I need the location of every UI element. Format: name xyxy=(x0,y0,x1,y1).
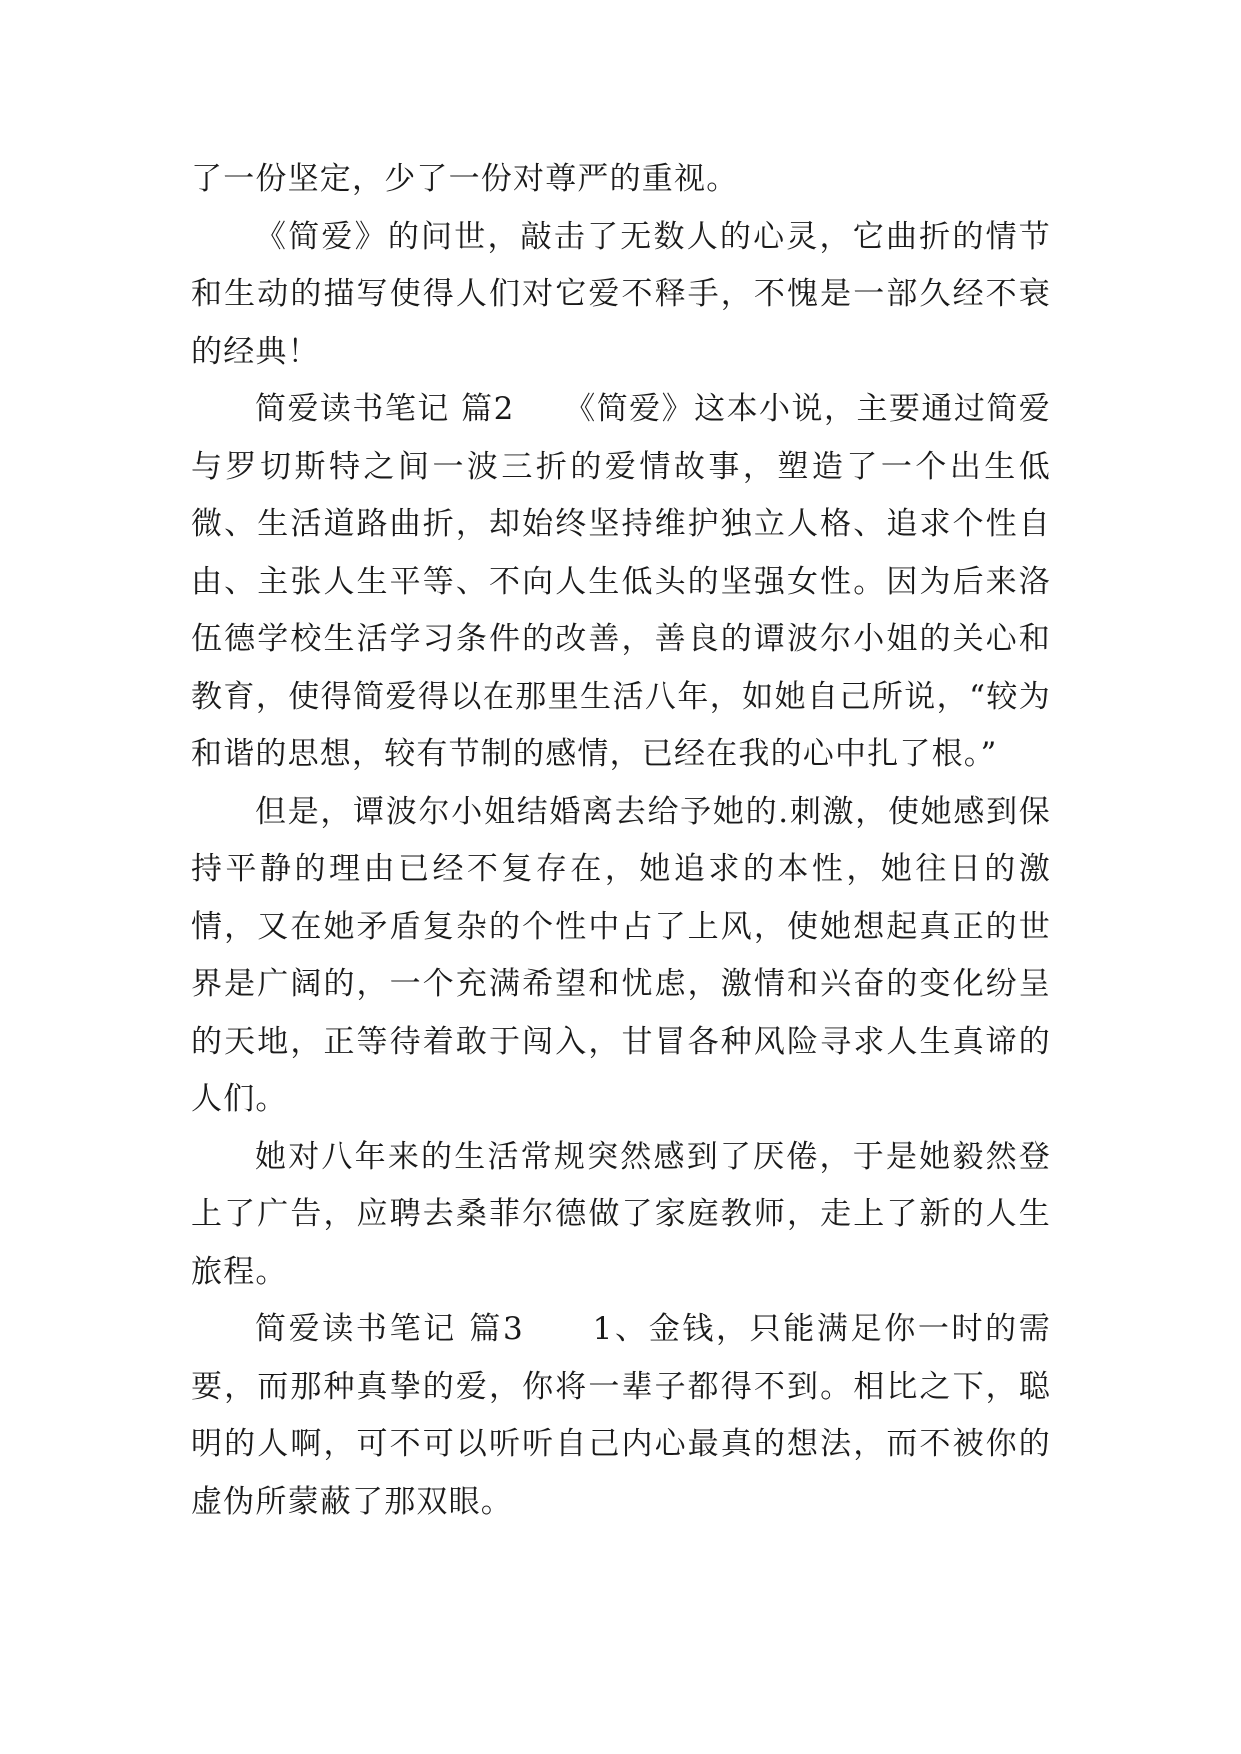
paragraph-classic: 《简爱》的问世，敲击了无数人的心灵，它曲折的情节和生动的描写使得人们对它爱不释手，不愧是一部久经不衰的经典！ xyxy=(191,218,1051,370)
paragraph-new-journey: 她对八年来的生活常规突然感到了厌倦，于是她毅然登上了广告，应聘去桑菲尔德做了家庭教师，走上了新的人生旅程。 xyxy=(191,1138,1051,1290)
paragraph-note-3: 简爱读书笔记 篇3 1、金钱，只能满足你一时的需要，而那种真挚的爱，你将一辈子都得不到。相比之下，聪明的人啊，可不可以听听自己内心最真的想法，而不被你的虚伪所蒙蔽了那双眼。 xyxy=(191,1311,1051,1520)
document-body xyxy=(191,151,1051,1531)
paragraph-note-2: 简爱读书笔记 篇2 《简爱》这本小说，主要通过简爱与罗切斯特之间一波三折的爱情故事，塑造了一个出生低微、生活道路曲折，却始终坚持维护独立人格、追求个性自由、主张人生平等、不向人生低头的坚强女性。因为后来洛伍德学校生活学习条件的改善，善良的谭波尔小姐的关心和教育，使得简爱得以在那里生活八年，如她自己所说，“较为和谐的思想，较有节制的感情，已经在我的心中扎了根。” xyxy=(191,391,1051,772)
paragraph-continuation: 了一份坚定，少了一份对尊严的重视。 xyxy=(191,161,739,197)
paragraph-stimulus: 但是，谭波尔小姐结婚离去给予她的.刺激，使她感到保持平静的理由已经不复存在，她追求的本性，她往日的激情，又在她矛盾复杂的个性中占了上风，使她想起真正的世界是广阔的，一个充满希望和忧虑，激情和兴奋的变化纷呈的天地，正等待着敢于闯入，甘冒各种风险寻求人生真谛的人们。 xyxy=(191,793,1051,1117)
